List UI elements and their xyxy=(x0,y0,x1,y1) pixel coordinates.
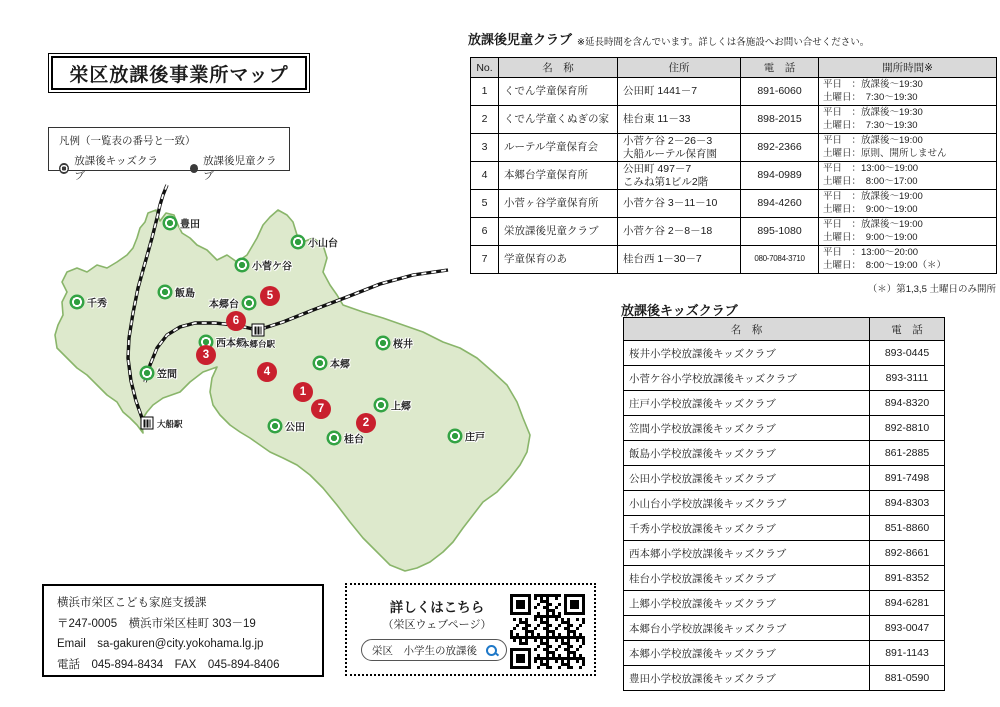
cell-no: 7 xyxy=(471,246,499,274)
cell-name: ルーテル学童保育会 xyxy=(499,134,618,162)
cell-name: 千秀小学校放課後キッズクラブ xyxy=(624,516,870,541)
cell-hours xyxy=(819,78,997,106)
jidou-club-marker: 6 xyxy=(226,311,246,331)
kids-table-row xyxy=(624,366,945,391)
page-title-box xyxy=(48,53,310,93)
cell-hours xyxy=(819,134,997,162)
legend-item-kids xyxy=(59,153,162,183)
col-header-address: 住所 xyxy=(618,58,741,78)
cell-phone: 891-8352 xyxy=(870,566,945,591)
cell-phone: 894-8303 xyxy=(870,491,945,516)
legend-title: 凡例（一覧表の番号と一致） xyxy=(59,135,196,147)
map-place-label: 上郷 xyxy=(391,401,411,413)
cell-name: 桜井小学校放課後キッズクラブ xyxy=(624,341,870,366)
hours-line: 土曜日： 7:30～19:30 xyxy=(823,91,918,103)
cell-phone: 891-6060 xyxy=(741,78,819,106)
legend-items xyxy=(59,153,281,183)
legend-item-jidou xyxy=(190,153,281,183)
legend-item-label: 放課後キッズクラブ xyxy=(74,155,158,182)
jidou-table-row xyxy=(471,190,997,218)
qr-title: 詳しくはこちら xyxy=(389,600,485,615)
address-line: 小菅ケ谷 3－11－10 xyxy=(623,197,718,210)
address-line: 公田町 497－7 xyxy=(623,163,692,175)
kids-table-row xyxy=(624,566,945,591)
cell-name: 栄放課後児童クラブ xyxy=(499,218,618,246)
filled-circle-marker-icon xyxy=(190,164,198,173)
cell-name: 上郷小学校放課後キッズクラブ xyxy=(624,591,870,616)
cell-phone: 894-0989 xyxy=(741,162,819,190)
map-place-label: 千秀 xyxy=(87,298,107,310)
kids-club-marker xyxy=(163,216,178,231)
cell-name: 飯島小学校放課後キッズクラブ xyxy=(624,441,870,466)
contact-line: 電話 045-894-8434 FAX 045-894-8406 xyxy=(57,658,280,671)
double-circle-marker-icon xyxy=(59,163,69,174)
col-header-phone: 電 話 xyxy=(741,58,819,78)
map-place-label: 庄戸 xyxy=(465,432,485,444)
cell-name: 学童保育のあ xyxy=(499,246,618,274)
cell-address xyxy=(618,162,741,190)
kids-table-row xyxy=(624,491,945,516)
kids-table-row xyxy=(624,341,945,366)
map-place-label: 桂台 xyxy=(344,434,364,446)
contact-line: 〒247-0005 横浜市栄区桂町 303－19 xyxy=(57,617,256,630)
legend-item-label: 放課後児童クラブ xyxy=(203,155,277,182)
address-line: 小菅ケ谷 2－26－3 xyxy=(623,135,713,147)
jidou-table-row xyxy=(471,218,997,246)
address-line: 小菅ケ谷 2－8－18 xyxy=(623,225,713,238)
search-box xyxy=(361,639,507,661)
cell-phone: 898-2015 xyxy=(741,106,819,134)
kids-header-row xyxy=(624,318,945,341)
cell-hours xyxy=(819,106,997,134)
hours-line: 土曜日： 7:30～19:30 xyxy=(823,119,918,131)
cell-name: くでん学童保育所 xyxy=(499,78,618,106)
cell-name: 庄戸小学校放課後キッズクラブ xyxy=(624,391,870,416)
contact-line: 横浜市栄区こども家庭支援課 xyxy=(57,597,207,609)
hours-line: 平日 ：13:00～20:00 xyxy=(823,247,919,258)
address-line: 桂台西 1－30－7 xyxy=(623,253,702,266)
cell-no: 6 xyxy=(471,218,499,246)
cell-no: 1 xyxy=(471,78,499,106)
kids-club-marker xyxy=(313,356,328,371)
jidou-club-marker: 5 xyxy=(260,286,280,306)
jidou-footnote: （＊）第1,3,5 土曜日のみ開所 xyxy=(867,284,996,295)
col-header-no: No. xyxy=(471,58,499,78)
jidou-club-marker: 4 xyxy=(257,362,277,382)
cell-hours xyxy=(819,190,997,218)
kids-table-row xyxy=(624,541,945,566)
cell-address xyxy=(618,106,741,134)
kids-club-marker xyxy=(448,429,463,444)
kids-table-body xyxy=(624,341,945,691)
qr-code xyxy=(510,594,585,669)
cell-phone: 881-0590 xyxy=(870,666,945,691)
cell-phone: 894-4260 xyxy=(741,190,819,218)
page-title: 栄区放課後事業所マップ xyxy=(51,56,307,90)
ward-map xyxy=(30,183,545,575)
jidou-section-title: 放課後児童クラブ xyxy=(468,32,573,47)
station-label: 大船駅 xyxy=(157,419,183,429)
col-header-hours: 開所時間※ xyxy=(819,58,997,78)
kids-club-marker xyxy=(140,366,155,381)
cell-address xyxy=(618,78,741,106)
cell-name: 桂台小学校放課後キッズクラブ xyxy=(624,566,870,591)
cell-phone: 892-8661 xyxy=(870,541,945,566)
train-station-icon xyxy=(252,324,265,337)
kids-table-row xyxy=(624,666,945,691)
cell-no: 2 xyxy=(471,106,499,134)
search-icon xyxy=(486,645,497,656)
kids-section-title: 放課後キッズクラブ xyxy=(621,303,738,318)
cell-name: 笠間小学校放課後キッズクラブ xyxy=(624,416,870,441)
search-text: 栄区 小学生の放課後 xyxy=(372,644,477,657)
cell-address xyxy=(618,134,741,162)
cell-name: 豊田小学校放課後キッズクラブ xyxy=(624,666,870,691)
contact-line: Email sa-gakuren@city.yokohama.lg.jp xyxy=(57,638,264,650)
cell-name: 小菅ヶ谷学童保育所 xyxy=(499,190,618,218)
cell-phone: 861-2885 xyxy=(870,441,945,466)
hours-line: 平日 ：放課後～19:00 xyxy=(823,135,923,146)
cell-phone: 891-1143 xyxy=(870,641,945,666)
cell-name: 本郷台学童保育所 xyxy=(499,162,618,190)
kids-table-row xyxy=(624,466,945,491)
col-header-name: 名 称 xyxy=(624,318,870,341)
cell-phone: 080-7084-3710 xyxy=(741,246,819,274)
cell-no: 3 xyxy=(471,134,499,162)
cell-address xyxy=(618,246,741,274)
col-header-phone: 電 話 xyxy=(870,318,945,341)
address-line: 公田町 1441－7 xyxy=(623,85,698,98)
map-place-label: 豊田 xyxy=(180,219,200,231)
hours-line: 平日 ：放課後～19:00 xyxy=(823,219,923,230)
qr-subtitle: （栄区ウェブページ） xyxy=(382,619,492,631)
map-place-label: 桜井 xyxy=(393,339,413,351)
hours-line: 土曜日：原則、開所しません xyxy=(823,147,947,159)
kids-table xyxy=(623,317,945,691)
kids-club-marker xyxy=(70,295,85,310)
train-station-icon xyxy=(141,417,154,430)
kids-table-row xyxy=(624,441,945,466)
contact-box xyxy=(42,584,324,677)
jidou-table-body xyxy=(471,78,997,274)
cell-phone: 893-0445 xyxy=(870,341,945,366)
cell-hours xyxy=(819,162,997,190)
cell-phone: 893-0047 xyxy=(870,616,945,641)
col-header-name: 名 称 xyxy=(499,58,618,78)
cell-name: くでん学童くぬぎの家 xyxy=(499,106,618,134)
kids-table-row xyxy=(624,416,945,441)
kids-club-marker xyxy=(242,296,257,311)
cell-name: 本郷台小学校放課後キッズクラブ xyxy=(624,616,870,641)
kids-club-marker xyxy=(374,398,389,413)
hours-line: 平日 ：13:00～19:00 xyxy=(823,163,919,174)
hours-line: 平日 ：放課後～19:00 xyxy=(823,191,923,202)
cell-name: 西本郷小学校放課後キッズクラブ xyxy=(624,541,870,566)
cell-phone: 894-6281 xyxy=(870,591,945,616)
ward-map-svg xyxy=(30,183,545,575)
jidou-club-marker: 2 xyxy=(356,413,376,433)
cell-name: 小山台小学校放課後キッズクラブ xyxy=(624,491,870,516)
jidou-club-marker: 1 xyxy=(293,382,313,402)
cell-name: 本郷小学校放課後キッズクラブ xyxy=(624,641,870,666)
kids-club-marker xyxy=(268,419,283,434)
cell-address xyxy=(618,190,741,218)
cell-phone: 893-3111 xyxy=(870,366,945,391)
hours-line: 平日 ：放課後～19:30 xyxy=(823,107,923,118)
cell-name: 公田小学校放課後キッズクラブ xyxy=(624,466,870,491)
kids-table-row xyxy=(624,616,945,641)
map-place-label: 西本郷 xyxy=(216,338,246,350)
cell-no: 4 xyxy=(471,162,499,190)
kids-table-row xyxy=(624,516,945,541)
cell-address xyxy=(618,218,741,246)
qr-section xyxy=(345,583,596,676)
jidou-table-row xyxy=(471,162,997,190)
cell-phone: 894-8320 xyxy=(870,391,945,416)
cell-phone: 851-8860 xyxy=(870,516,945,541)
cell-phone: 891-7498 xyxy=(870,466,945,491)
kids-table-row xyxy=(624,591,945,616)
map-place-label: 小菅ケ谷 xyxy=(252,261,292,273)
kids-table-row xyxy=(624,391,945,416)
kids-club-marker xyxy=(327,431,342,446)
legend xyxy=(48,127,290,182)
map-place-label: 本郷 xyxy=(330,359,350,371)
cell-phone: 892-2366 xyxy=(741,134,819,162)
hours-line: 土曜日： 9:00～19:00 xyxy=(823,231,918,243)
cell-name: 小菅ケ谷小学校放課後キッズクラブ xyxy=(624,366,870,391)
map-place-label: 笠間 xyxy=(157,369,177,381)
jidou-club-marker: 7 xyxy=(311,399,331,419)
cell-no: 5 xyxy=(471,190,499,218)
address-line: 大船ルーテル保育園 xyxy=(623,147,717,160)
map-place-label: 公田 xyxy=(285,422,305,434)
jidou-table-row xyxy=(471,78,997,106)
jidou-table-row xyxy=(471,134,997,162)
kids-club-marker xyxy=(158,285,173,300)
hours-line: 土曜日： 8:00～19:00（＊） xyxy=(823,259,947,271)
jidou-header-row xyxy=(471,58,997,78)
kids-club-marker xyxy=(235,258,250,273)
station-label: 本郷台駅 xyxy=(240,339,276,349)
cell-hours xyxy=(819,246,997,274)
jidou-club-marker: 3 xyxy=(196,345,216,365)
hours-line: 土曜日： 8:00～17:00 xyxy=(823,175,918,187)
hours-line: 土曜日： 9:00～19:00 xyxy=(823,203,918,215)
kids-table-row xyxy=(624,641,945,666)
address-line: 桂台東 11－33 xyxy=(623,113,691,126)
cell-phone: 892-8810 xyxy=(870,416,945,441)
address-line: こみね第1ビル2階 xyxy=(623,175,709,188)
map-place-label: 飯島 xyxy=(175,288,195,300)
hours-line: 平日 ：放課後～19:30 xyxy=(823,79,923,90)
cell-phone: 895-1080 xyxy=(741,218,819,246)
kids-club-marker xyxy=(376,336,391,351)
map-place-label: 小山台 xyxy=(308,238,338,250)
cell-hours xyxy=(819,218,997,246)
jidou-note: ※延長時間を含んでいます。詳しくは各施設へお問い合せください。 xyxy=(577,37,870,48)
map-place-label: 本郷台 xyxy=(209,299,239,311)
jidou-table-row xyxy=(471,246,997,274)
kids-club-marker xyxy=(291,235,306,250)
jidou-table xyxy=(470,57,997,274)
jidou-table-row xyxy=(471,106,997,134)
